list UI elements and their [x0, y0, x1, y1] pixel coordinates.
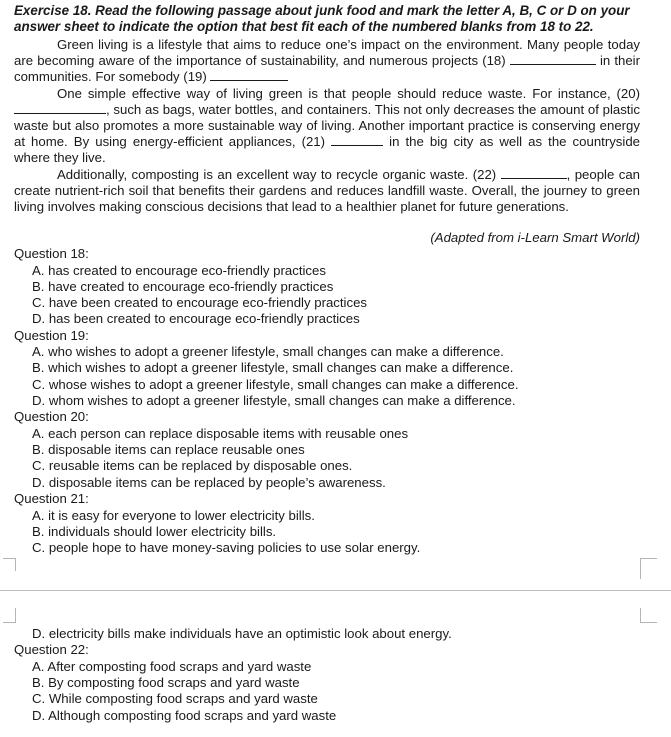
passage-text: , such as bags, water bottles, and containers. This not only decreases the amount of plastic waste but also promotes a more sustainable way of living. Another important practice is conserving energy at home. By using energy-efficient appliances, (21): [14, 101, 640, 150]
crop-mark-bottom-left: [3, 608, 16, 623]
question-title: Question 22:: [14, 642, 89, 658]
question-18: [14, 246, 654, 328]
option-b[interactable]: B. have created to encourage eco-friendly practices: [32, 278, 334, 294]
passage-paragraph-3: [14, 167, 640, 216]
option-a[interactable]: A. who wishes to adopt a greener lifestyle, small changes can make a difference.: [32, 344, 504, 360]
option-c[interactable]: C. whose wishes to adopt a greener lifestyle, small changes can make a difference.: [32, 376, 519, 392]
option-d[interactable]: D. Although composting food scraps and yard waste: [32, 707, 337, 723]
blank-18: [510, 53, 596, 65]
question-22: [14, 642, 654, 724]
option-a[interactable]: A. After composting food scraps and yard waste: [32, 658, 312, 674]
question-19: [14, 328, 654, 410]
passage-paragraph-1: [14, 37, 640, 86]
question-list-continued: [14, 626, 654, 724]
option-d[interactable]: D. electricity bills make individuals have an optimistic look about energy.: [32, 626, 452, 641]
crop-mark-top-left: [3, 558, 16, 571]
question-title: Question 18:: [14, 246, 89, 261]
crop-mark-top-right: [640, 558, 657, 579]
option-b[interactable]: B. disposable items can replace reusable ones: [32, 442, 305, 458]
passage-text: Additionally, composting is an excellent way to recycle organic waste. (22): [57, 166, 501, 182]
page-break-divider: [0, 590, 671, 591]
option-b[interactable]: B. By composting food scraps and yard waste: [32, 675, 300, 691]
question-20: [14, 409, 654, 491]
question-title: Question 20:: [14, 409, 89, 425]
option-a[interactable]: A. has created to encourage eco-friendly practices: [32, 262, 326, 278]
option-c[interactable]: C. reusable items can be replaced by disposable ones.: [32, 458, 353, 474]
option-d[interactable]: D. disposable items can be replaced by people’s awareness.: [32, 474, 386, 490]
passage-paragraph-2: [14, 86, 640, 167]
question-21: [14, 491, 654, 556]
option-d[interactable]: D. has been created to encourage eco-friendly practices: [32, 311, 360, 327]
blank-20: [14, 102, 106, 114]
question-title: Question 21:: [14, 491, 89, 507]
question-title: Question 19:: [14, 327, 89, 343]
passage-text: in their communities. For somebody (19): [14, 53, 641, 85]
exercise-heading: Exercise 18. Read the following passage about junk food and mark the letter A, B, C or D on your answer sheet to indicate the option that best fit each of the numbered blanks from 18 to 22.: [14, 3, 630, 34]
blank-22: [501, 167, 567, 179]
blank-19: [210, 69, 288, 81]
passage-source: (Adapted from i-Learn Smart World): [430, 230, 640, 245]
crop-mark-bottom-right: [640, 608, 657, 623]
passage-text: in the big city as well as the countryside where they live.: [14, 134, 640, 166]
passage-text: One simple effective way of living green is that people should reduce waste. For instance, (20): [57, 85, 640, 101]
option-c[interactable]: C. While composting food scraps and yard waste: [32, 691, 318, 707]
option-d[interactable]: D. whom wishes to adopt a greener lifestyle, small changes can make a difference.: [32, 393, 516, 409]
option-a[interactable]: A. each person can replace disposable items with reusable ones: [32, 425, 409, 441]
passage-text: , people can create nutrient-rich soil that benefits their gardens and reduces landfill waste. Overall, the journey to green living involves making conscious decisions that lead to a healthier planet for future generations.: [14, 166, 641, 215]
option-c[interactable]: C. people hope to have money-saving policies to use solar energy.: [32, 540, 421, 556]
reading-passage: [14, 37, 640, 215]
blank-21: [331, 134, 383, 146]
option-a[interactable]: A. it is easy for everyone to lower electricity bills.: [32, 507, 315, 523]
question-list: [14, 246, 654, 556]
passage-text: Green living is a lifestyle that aims to reduce one’s impact on the environment. Many people today are becoming aware of the importance of sustainability, and numerous projects (18): [14, 37, 640, 69]
option-b[interactable]: B. which wishes to adopt a greener lifestyle, small changes can make a difference.: [32, 360, 514, 376]
option-b[interactable]: B. individuals should lower electricity bills.: [32, 523, 277, 539]
option-c[interactable]: C. have been created to encourage eco-friendly practices: [32, 295, 368, 311]
